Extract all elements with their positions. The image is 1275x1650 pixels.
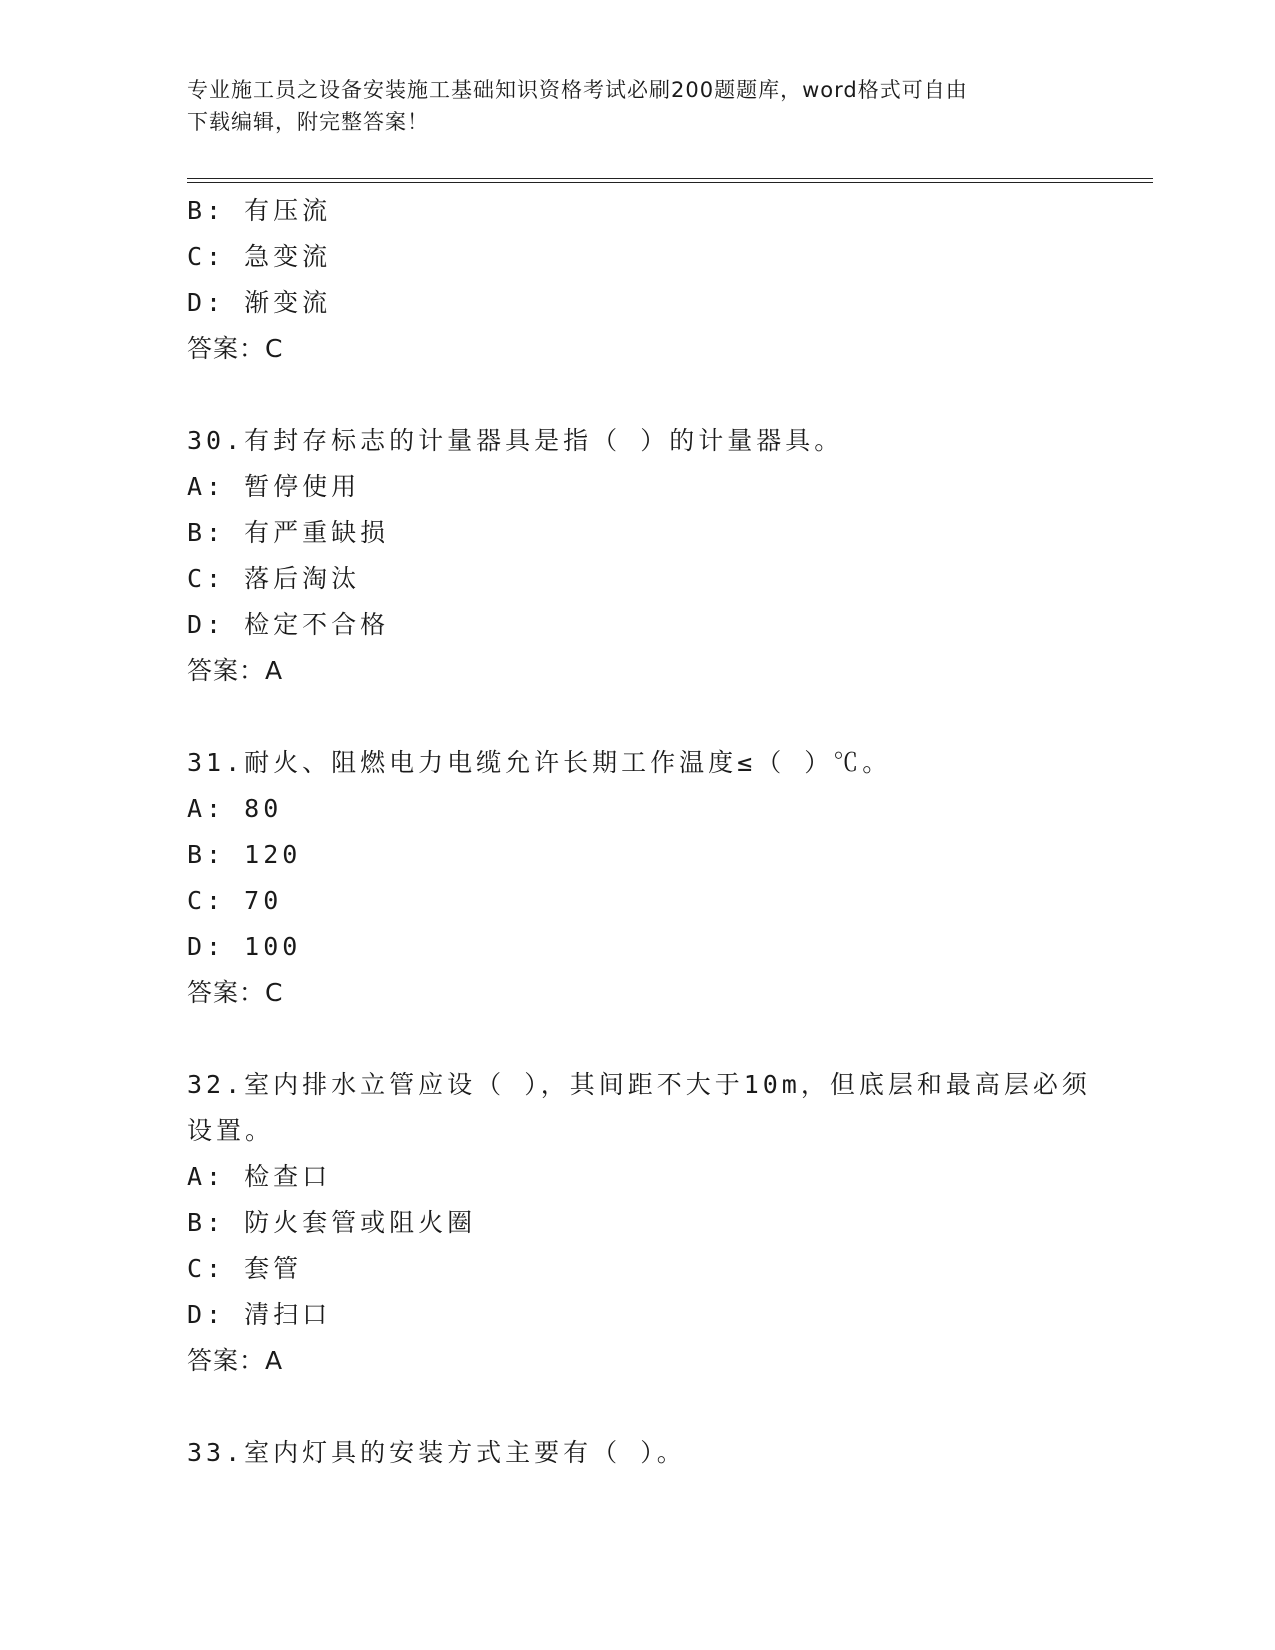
option-d: D: 清扫口	[187, 1300, 332, 1329]
question-31	[187, 740, 1087, 1016]
option-a: A: 80	[187, 794, 283, 823]
spacer	[187, 1384, 1087, 1430]
question-text: 31.耐火、阻燃电力电缆允许长期工作温度≤（ ）℃。	[187, 748, 892, 777]
spacer	[187, 372, 1087, 418]
option-a: A: 检查口	[187, 1162, 332, 1191]
option-d: D: 检定不合格	[187, 610, 390, 639]
spacer	[187, 1016, 1087, 1062]
answer-line: 答案：C	[187, 334, 284, 363]
header-title-line1: 专业施工员之设备安装施工基础知识资格考试必刷200题题库，word格式可自由	[187, 78, 968, 102]
option-c: C: 套管	[187, 1254, 303, 1283]
option-b: B: 有压流	[187, 196, 332, 225]
page-header	[187, 74, 1087, 138]
option-c: C: 落后淘汰	[187, 564, 361, 593]
document-body	[187, 188, 1091, 1476]
answer-line: 答案：C	[187, 978, 284, 1007]
answer-line: 答案：A	[187, 656, 284, 685]
option-b: B: 防火套管或阻火圈	[187, 1208, 477, 1237]
question-text-line1: 32.室内排水立管应设（ ），其间距不大于10m，但底层和最高层必须	[187, 1070, 1091, 1099]
option-b: B: 有严重缺损	[187, 518, 390, 547]
question-32	[187, 1062, 1091, 1384]
question-33	[187, 1430, 1087, 1476]
question-text-line2: 设置。	[187, 1116, 275, 1145]
header-divider	[187, 178, 1153, 183]
question-text: 33.室内灯具的安装方式主要有（ ）。	[187, 1438, 686, 1467]
spacer	[187, 694, 1087, 740]
question-29-continuation	[187, 188, 1087, 372]
option-d: D: 100	[187, 932, 302, 961]
header-title-line2: 下载编辑，附完整答案！	[187, 110, 429, 134]
question-30	[187, 418, 1087, 694]
question-text: 30.有封存标志的计量器具是指（ ）的计量器具。	[187, 426, 844, 455]
option-c: C: 急变流	[187, 242, 332, 271]
option-a: A: 暂停使用	[187, 472, 361, 501]
option-d: D: 渐变流	[187, 288, 332, 317]
answer-line: 答案：A	[187, 1346, 284, 1375]
option-b: B: 120	[187, 840, 302, 869]
option-c: C: 70	[187, 886, 283, 915]
